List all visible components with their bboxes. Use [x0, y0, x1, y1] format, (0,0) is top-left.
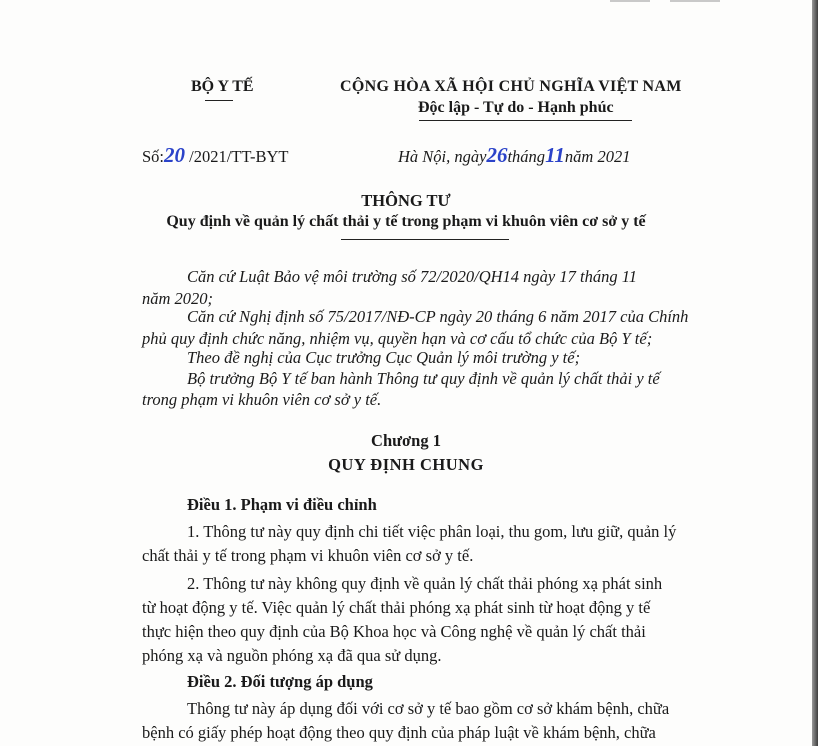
handwritten-day: 26 [486, 143, 508, 167]
preamble-line: năm 2020; [142, 289, 214, 308]
chapter-title: QUY ĐỊNH CHUNG [328, 455, 484, 474]
document-subject: Quy định về quản lý chất thải y tế trong phạm vi khuôn viên cơ sở y tế [166, 213, 646, 230]
article-1-line: 1. Thông tư này quy định chi tiết việc phân loại, thu gom, lưu giữ, quản lý [187, 522, 677, 541]
article-2-heading: Điều 2. Đối tượng áp dụng [187, 672, 373, 691]
place-date [398, 143, 630, 168]
preamble-line: Căn cứ Luật Bảo vệ môi trường số 72/2020/QH14 ngày 17 tháng 11 [187, 267, 637, 286]
article-1-line: chất thải y tế trong phạm vi khuôn viên cơ sở y tế. [142, 546, 474, 565]
scan-artifact [670, 0, 720, 2]
place: Hà Nội, ngày [398, 147, 487, 166]
article-1-line: thực hiện theo quy định của Bộ Khoa học và Công nghệ về quản lý chất thải [142, 622, 646, 641]
preamble-line: Căn cứ Nghị định số 75/2017/NĐ-CP ngày 20 tháng 6 năm 2017 của Chính [187, 307, 689, 326]
motto: Độc lập - Tự do - Hạnh phúc [418, 99, 614, 116]
article-2-line: Thông tư này áp dụng đối với cơ sở y tế bao gồm cơ sở khám bệnh, chữa [187, 699, 670, 718]
article-1-heading: Điều 1. Phạm vi điều chỉnh [187, 495, 377, 514]
handwritten-number: 20 [164, 143, 186, 167]
preamble-line: trong phạm vi khuôn viên cơ sở y tế. [142, 390, 382, 409]
motto-underline [419, 120, 632, 121]
title-underline [341, 239, 509, 240]
number-suffix: /2021/TT-BYT [189, 147, 289, 166]
ministry-name: BỘ Y TẾ [191, 78, 254, 95]
republic-title: CỘNG HÒA XÃ HỘI CHỦ NGHĨA VIỆT NAM [340, 78, 682, 95]
viewer-edge [812, 0, 818, 746]
article-1-line: 2. Thông tư này không quy định về quản lý chất thải phóng xạ phát sinh [187, 574, 663, 593]
chapter-number: Chương 1 [371, 431, 441, 450]
handwritten-month: 11 [545, 143, 565, 167]
article-1-line: từ hoạt động y tế. Việc quản lý chất thải phóng xạ phát sinh từ hoạt động y tế [142, 598, 651, 617]
month-word: tháng [507, 147, 546, 166]
scan-artifact [610, 0, 650, 2]
number-prefix: Số: [142, 147, 165, 166]
document-type: THÔNG TƯ [361, 191, 451, 210]
preamble-line: Theo đề nghị của Cục trưởng Cục Quản lý môi trường y tế; [187, 348, 581, 367]
article-2-line: bệnh có giấy phép hoạt động theo quy định của pháp luật về khám bệnh, chữa [142, 723, 656, 742]
preamble-line: Bộ trưởng Bộ Y tế ban hành Thông tư quy định về quản lý chất thải y tế [187, 369, 660, 388]
article-1-line: phóng xạ và nguồn phóng xạ đã qua sử dụng. [142, 646, 442, 665]
document-number [142, 143, 288, 168]
preamble-line: phủ quy định chức năng, nhiệm vụ, quyền hạn và cơ cấu tổ chức của Bộ Y tế; [142, 329, 653, 348]
year: năm 2021 [564, 147, 631, 166]
ministry-underline [205, 100, 233, 101]
